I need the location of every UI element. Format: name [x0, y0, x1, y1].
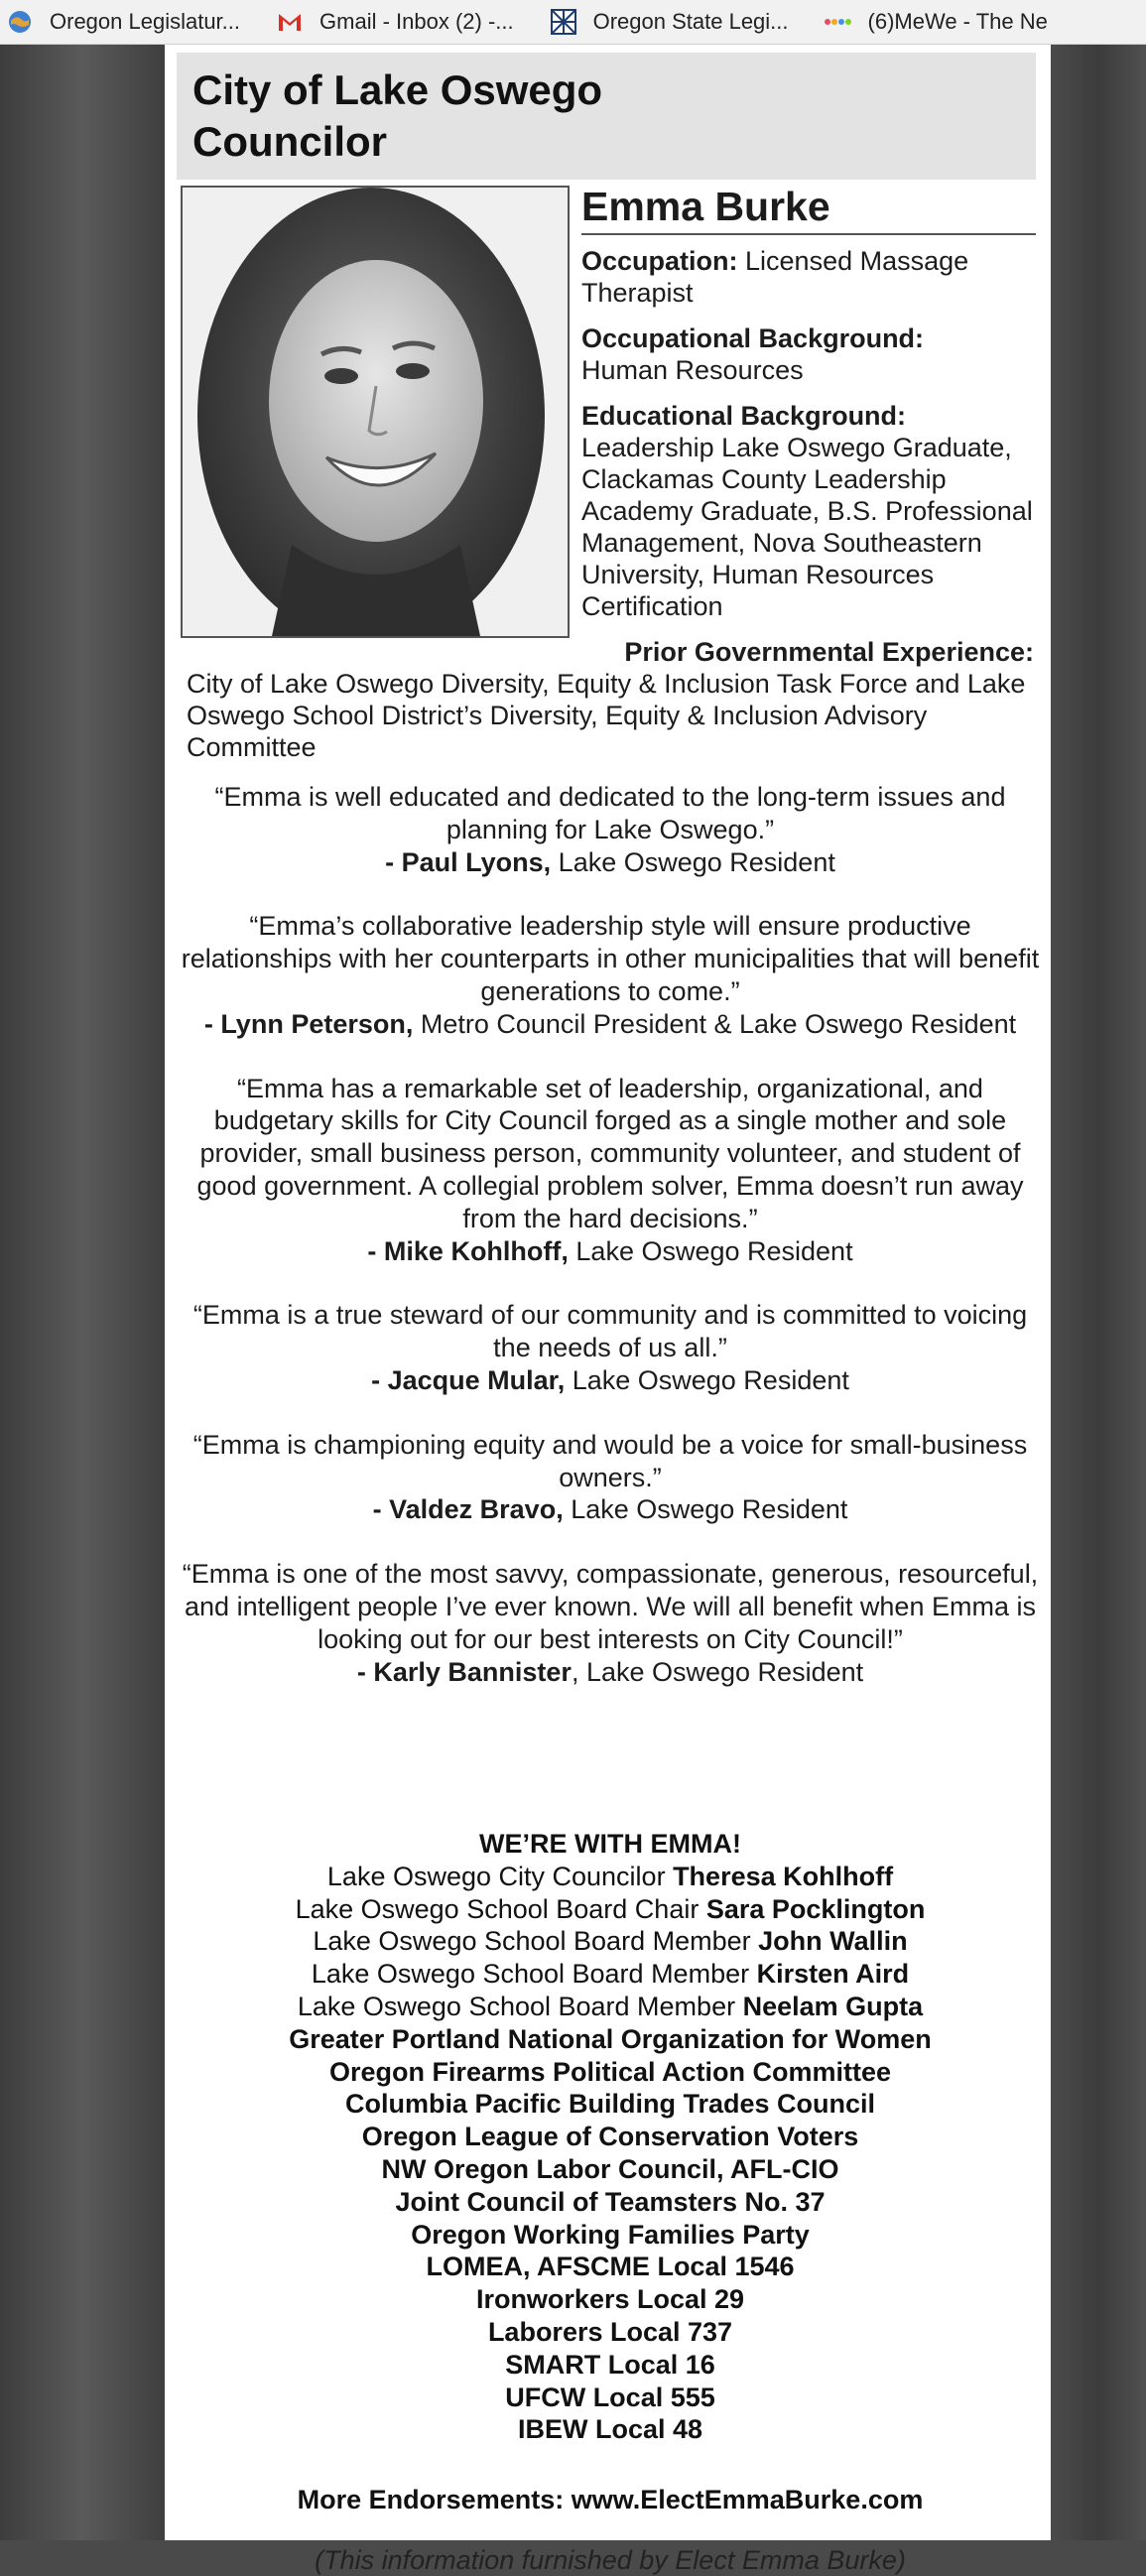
candidate-photo: [181, 186, 570, 638]
endorsement-person: [181, 1925, 1040, 1958]
pattern-icon: [550, 8, 577, 36]
testimonial-name: - Lynn Peterson,: [203, 1008, 414, 1039]
prior-experience-value: City of Lake Oswego Diversity, Equity & Inclusion Task Force and Lake Oswego School District’s Diversity, Equity & Inclusion Advisory Committee: [187, 669, 1026, 762]
endorsement-org: Oregon League of Conservation Voters: [361, 2122, 859, 2152]
testimonial-text: “Emma is well educated and dedicated to the long-term issues and planning for Lake Oswego.”: [214, 782, 1006, 844]
bookmark-oregon-legislature[interactable]: [6, 0, 240, 44]
testimonial-attribution: [181, 1364, 1040, 1397]
testimonial-text: “Emma is championing equity and would be a voice for small-business owners.”: [192, 1429, 1028, 1492]
endorsement-org: Ironworkers Local 29: [475, 2284, 745, 2315]
educational-background: [581, 400, 1036, 622]
endorsement-org: Columbia Pacific Building Trades Council: [344, 2089, 876, 2120]
endorsements: [181, 1828, 1040, 2446]
bookmark-label: Gmail - Inbox (2) -...: [319, 9, 514, 34]
endorser-name: Neelam Gupta: [742, 1991, 924, 2021]
testimonial-attribution: [181, 1235, 1040, 1268]
endorser-name: Sara Pocklington: [705, 1893, 926, 1924]
testimonial-attribution: [181, 1656, 1040, 1689]
testimonial-attribution: [181, 1493, 1040, 1526]
occupational-background-label: Occupational Background:: [581, 323, 925, 353]
endorsement-org: SMART Local 16: [505, 2349, 715, 2380]
testimonial-name: - Mike Kohlhoff,: [367, 1235, 569, 1266]
testimonial-role: Lake Oswego Resident: [568, 1235, 853, 1266]
dots-icon: [825, 8, 852, 36]
testimonial-text: “Emma is one of the most savvy, compassionate, generous, resourceful, and intelligent people I’ve ever known. We will all benefit when Emma is looking out for our best interests on City Council!”: [182, 1559, 1039, 1654]
endorsement-person: [181, 1893, 1040, 1926]
endorser-role: Lake Oswego School Board Member: [313, 1926, 759, 1957]
endorsement-org: Laborers Local 737: [487, 2316, 733, 2347]
testimonial: [181, 910, 1040, 1040]
bookmark-label: Oregon Legislatur...: [50, 9, 241, 34]
endorsement-person: [181, 1958, 1040, 1991]
occupation: [581, 245, 1036, 309]
bookmarks-bar: [0, 0, 1146, 45]
endorsement-person: [181, 1861, 1040, 1893]
testimonial-role: , Lake Oswego Resident: [571, 1656, 864, 1687]
occupational-background: [581, 322, 1036, 386]
endorsement-org: Joint Council of Teamsters No. 37: [395, 2186, 826, 2217]
testimonial: [181, 1429, 1040, 1526]
endorser-role: Lake Oswego School Board Chair: [295, 1893, 706, 1924]
testimonial-role: Lake Oswego Resident: [563, 1494, 848, 1525]
endorsement-org: IBEW Local 48: [517, 2414, 703, 2445]
occupational-background-value: Human Resources: [581, 355, 804, 385]
educational-background-value: Leadership Lake Oswego Graduate, Clackamas County Leadership Academy Graduate, B.S. Professional Management, Nova Southeastern University, Human Resources Certification: [581, 433, 1033, 621]
bookmark-gmail[interactable]: [276, 0, 514, 44]
bookmark-mewe[interactable]: [825, 0, 1048, 44]
endorsement-person: [181, 1991, 1040, 2023]
testimonial-name: - Jacque Mular,: [371, 1364, 566, 1395]
testimonial-name: - Valdez Bravo,: [372, 1494, 564, 1525]
endorsement-org: Oregon Working Families Party: [411, 2219, 810, 2250]
office-title-box: [177, 53, 1036, 180]
testimonial: [181, 1558, 1040, 1688]
page-margin-left: [0, 45, 165, 2540]
endorsements-heading: WE’RE WITH EMMA!: [479, 1829, 741, 1859]
occupation-label: Occupation:: [581, 246, 738, 276]
endorsement-org: LOMEA, AFSCME Local 1546: [426, 2252, 795, 2282]
globe-icon: [6, 8, 34, 36]
bookmark-label: (6)MeWe - The Ne: [867, 9, 1048, 34]
endorsement-org: Greater Portland National Organization for Women: [289, 2023, 932, 2054]
candidate-name: Emma Burke: [581, 182, 1036, 235]
testimonial: [181, 781, 1040, 878]
occupation-value: Licensed Massage Therapist: [581, 246, 969, 308]
endorser-role: Lake Oswego School Board Member: [311, 1959, 757, 1990]
page-margin-right: [1051, 45, 1146, 2540]
testimonial-role: Metro Council President & Lake Oswego Resident: [413, 1008, 1017, 1039]
endorsement-org: UFCW Local 555: [505, 2382, 715, 2412]
prior-experience: [187, 636, 1042, 763]
testimonial-text: “Emma has a remarkable set of leadership, organizational, and budgetary skills for City Council forged as a single mother and sole provider, small business person, community volunteer, and student of good government. A collegial problem solver, Emma doesn’t run away from the hard decisions.”: [196, 1073, 1024, 1233]
testimonial-name: - Karly Bannister: [356, 1656, 572, 1687]
endorser-name: Theresa Kohlhoff: [673, 1861, 894, 1891]
testimonial: [181, 1073, 1040, 1268]
bookmark-oregon-state-legislature[interactable]: [550, 0, 789, 44]
more-endorsements: More Endorsements: www.ElectEmmaBurke.com: [297, 2485, 924, 2514]
prior-experience-label: Prior Governmental Experience:: [624, 637, 1034, 667]
office-title: [177, 53, 1036, 168]
endorser-role: Lake Oswego City Councilor: [326, 1861, 674, 1891]
bookmark-label: Oregon State Legi...: [592, 9, 789, 34]
endorser-name: Kirsten Aird: [756, 1959, 910, 1990]
testimonial-attribution: [181, 1008, 1040, 1041]
office-title-line1: City of Lake Oswego: [192, 66, 603, 113]
testimonial-text: “Emma is a true steward of our community and is committed to voicing the needs of us all.”: [192, 1300, 1028, 1363]
testimonial-role: Lake Oswego Resident: [565, 1364, 849, 1395]
educational-background-label: Educational Background:: [581, 401, 907, 431]
candidate-bio: [581, 182, 1036, 636]
voter-pamphlet-page: [165, 45, 1051, 2575]
endorser-role: Lake Oswego School Board Member: [297, 1991, 743, 2021]
furnished-by-note: (This information furnished by Elect Emma Burke): [315, 2545, 906, 2575]
endorsement-org: Oregon Firearms Political Action Committee: [328, 2056, 892, 2087]
office-title-line2: Councilor: [192, 118, 387, 165]
testimonials: [181, 781, 1040, 1720]
testimonial: [181, 1299, 1040, 1396]
endorsement-org: NW Oregon Labor Council, AFL-CIO: [381, 2153, 839, 2184]
testimonial-text: “Emma’s collaborative leadership style will ensure productive relationships with her counterparts in other municipalities that will benefit generations to come.”: [181, 911, 1040, 1006]
gmail-icon: [276, 8, 304, 36]
testimonial-name: - Paul Lyons,: [385, 846, 552, 877]
testimonial-role: Lake Oswego Resident: [551, 846, 835, 877]
endorser-name: John Wallin: [758, 1926, 908, 1957]
testimonial-attribution: [181, 846, 1040, 879]
